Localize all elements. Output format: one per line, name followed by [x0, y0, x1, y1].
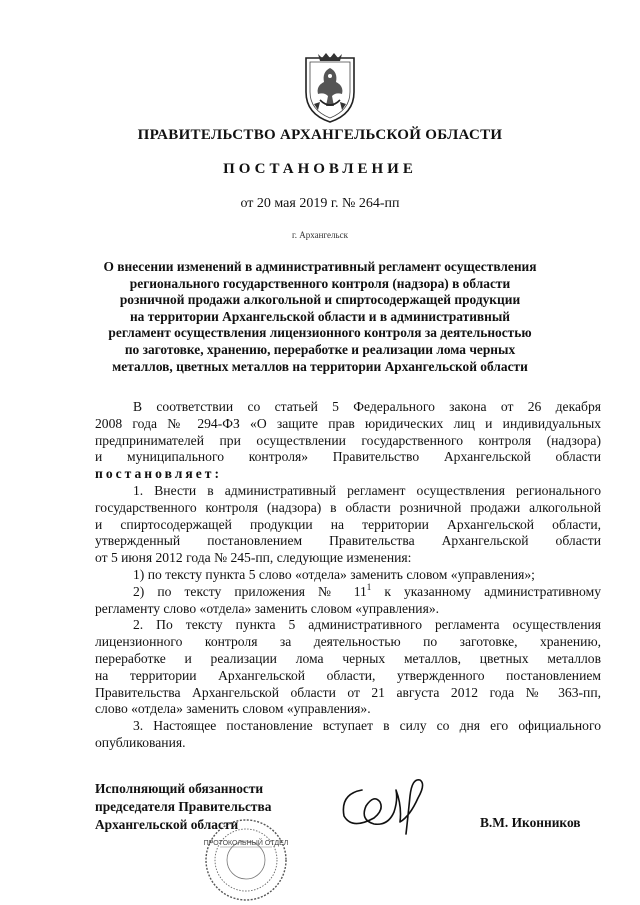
signatory-name: В.М. Иконников [480, 815, 581, 830]
item-3 [95, 718, 601, 752]
item-2 [95, 617, 601, 718]
body-line: 1. Внести в административный регламент осуществления регионального [133, 482, 601, 498]
subitem-2 [95, 581, 601, 601]
body-line: от 5 июня 2012 года № 245-пп, следующие изменения: [95, 550, 412, 566]
body-line: переработке и реализации лома черных металлов, цветных металлов [95, 650, 601, 666]
government-title: ПРАВИТЕЛЬСТВО АРХАНГЕЛЬСКОЙ ОБЛАСТИ [137, 127, 503, 143]
body-line: и спиртосодержащей продукции на территории Архангельской области, [95, 516, 601, 532]
heading-line: по заготовке, хранению, переработке и реализации лома черных [124, 341, 516, 357]
subitem-2-text-cont: к указанному административному [371, 583, 601, 599]
document-body [95, 399, 601, 752]
superscript: 1 [366, 581, 372, 592]
body-line: 3. Настоящее постановление вступает в силу со дня его официального [133, 718, 601, 734]
handwritten-signature [322, 772, 442, 836]
preamble [95, 399, 601, 483]
body-line: и муниципального контроля» Правительство Архангельской области [95, 449, 601, 465]
position-line: Исполняющий обязанности [95, 781, 264, 796]
decree-word: постановляет: [95, 466, 222, 482]
body-line: опубликования. [95, 734, 186, 750]
body-line: 2. По тексту пункта 5 административного регламента осуществления [133, 617, 601, 633]
heading-line: металлов, цветных металлов на территории Архангельской области [112, 358, 528, 374]
heading-line: регионального государственного контроля (надзора) в области [129, 275, 511, 291]
body-line: лицензионного контроля за деятельностью по заготовке, хранению, [95, 634, 601, 650]
body-line: 2008 года № 294-ФЗ «О защите прав юридических лиц и индивидуальных [95, 415, 601, 431]
body-line: предпринимателей при осуществлении государственного контроля (надзора) [95, 432, 601, 448]
heading-line: регламент осуществления лицензионного контроля за деятельностью [108, 325, 532, 341]
heading-line: розничной продажи алкогольной и спиртосодержащей продукции [119, 292, 521, 308]
body-line: государственного контроля (надзора) в области розничной продажи алкогольной [95, 499, 601, 515]
stamp-text: ПРОТОКОЛЬНЫЙ ОТДЕЛ [203, 840, 289, 847]
heading-line: на территории Архангельской области и в административный [129, 308, 511, 324]
document-city: г. Архангельск [292, 230, 348, 240]
body-line: слово «отдела» заменить словом «управления». [95, 701, 371, 717]
item-1 [95, 483, 601, 617]
signatory-position [95, 780, 271, 834]
body-line: на территории Архангельской области, утвержденного постановлением [95, 667, 601, 683]
document-date-number: от 20 мая 2019 г. № 264-пп [240, 196, 400, 211]
position-line: председателя Правительства [95, 799, 272, 814]
body-line: Правительства Архангельской области от 21 августа 2012 года № 363-пп, [95, 684, 601, 700]
body-line: регламенту слово «отдела» заменить словом «управления». [95, 600, 440, 616]
subitem-1: 1) по тексту пункта 5 слово «отдела» заменить словом «управления»; [133, 566, 535, 582]
heading-line: О внесении изменений в административный регламент осуществления [103, 259, 537, 274]
position-line: Архангельской области [95, 817, 239, 832]
coat-of-arms-icon [298, 52, 362, 124]
body-line: В соответствии со статьей 5 Федерального закона от 26 декабря [133, 399, 601, 414]
body-line: утвержденный постановлением Правительства Архангельской области [95, 533, 601, 549]
subitem-2-text: 2) по тексту приложения № 11 [133, 583, 367, 599]
document-type: ПОСТАНОВЛЕНИЕ [223, 161, 417, 177]
document-heading [68, 259, 572, 375]
